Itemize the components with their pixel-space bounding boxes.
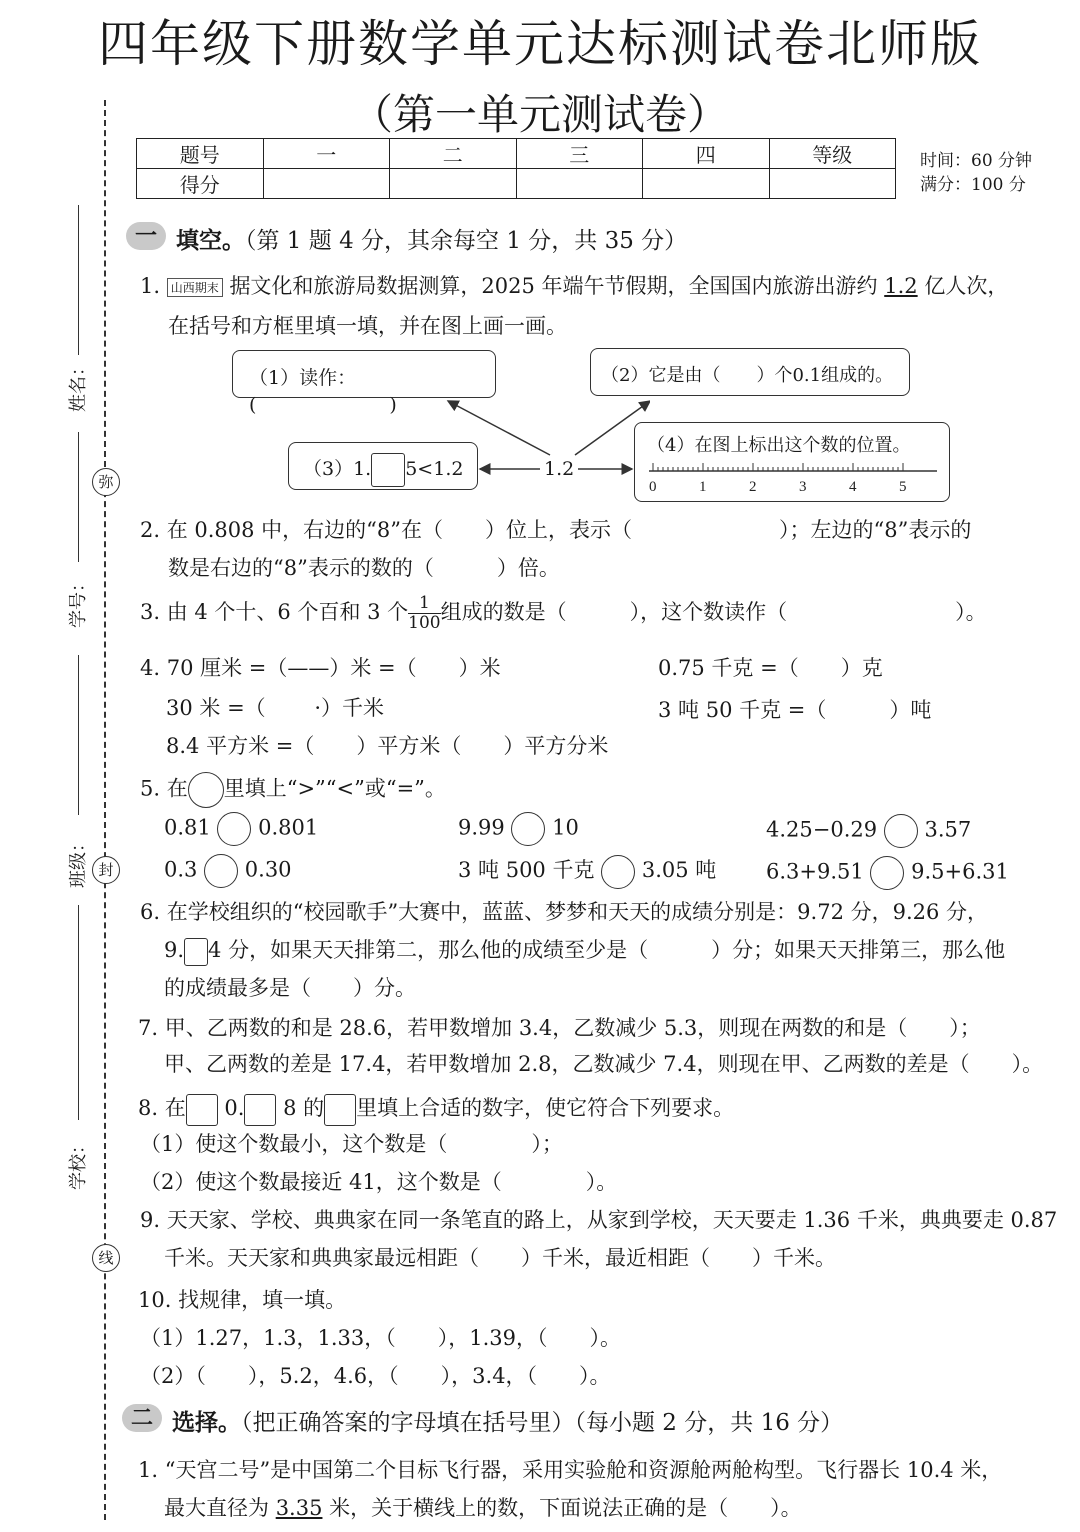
number-line[interactable]	[649, 461, 939, 499]
s2q1-line1: 1. “天宫二号”是中国第二个目标飞行器，采用实验舱和资源舱两舱构型。飞行器长 10.4 米，	[138, 1458, 1003, 1482]
section-2-heading	[172, 1404, 843, 1437]
name-line[interactable]	[78, 205, 79, 355]
name-label: 姓名：	[68, 358, 89, 412]
q5-text-b: 里填上“>”“<”或“=”。	[223, 776, 446, 801]
q1-arrows	[440, 395, 650, 485]
arrow-to-count	[575, 401, 650, 455]
q3-fraction	[408, 594, 440, 633]
q4-b: 0.75 千克 =（ ）克	[658, 656, 883, 680]
feng-mark: 封	[92, 856, 120, 884]
q8-line1	[138, 1092, 734, 1126]
q5-item	[164, 854, 292, 888]
q8-text-b: 0.	[224, 1096, 245, 1120]
student-no-label: 学号：	[68, 574, 89, 628]
score-header-cell: 二	[390, 139, 517, 169]
page-subtitle: （第一单元测试卷）	[350, 90, 729, 139]
q5-answer-circle[interactable]	[217, 812, 251, 846]
q1-source-tag: 山西期末	[167, 278, 223, 297]
q6-text-b: 4 分，如果天天排第二，那么他的成绩至少是（ ）分；如果天天排第三，那么他	[208, 938, 1006, 962]
q5-right: 3.05 吨	[641, 858, 717, 882]
q5-left: 0.3	[164, 857, 198, 882]
section-1-badge: 一	[126, 222, 166, 250]
q3-line	[140, 594, 987, 633]
score-cell[interactable]	[390, 169, 517, 199]
q5-answer-circle[interactable]	[884, 814, 918, 848]
q1-box3-a: （3）1.	[303, 458, 372, 480]
q1-number: 1.	[140, 274, 161, 298]
score-header-cell: 题号	[137, 139, 264, 169]
q5-item	[458, 812, 579, 846]
q5-item	[458, 854, 716, 889]
q5-answer-circle[interactable]	[870, 856, 904, 890]
q6-line1: 6. 在学校组织的“校园歌手”大赛中，蓝蓝、梦梦和天天的成绩分别是：9.72 分，9.26 分，	[140, 900, 989, 924]
q5-left: 0.81	[164, 815, 211, 840]
school-label: 学校：	[68, 1136, 89, 1190]
time-limit: 时间：60 分钟	[920, 151, 1033, 171]
q7-line1: 7. 甲、乙两数的和是 28.6，若甲数增加 3.4，乙数减少 5.3，则现在两数的和是（ ）；	[138, 1016, 981, 1040]
s2q1-highlight: 3.35	[275, 1496, 323, 1520]
q7-line2: 甲、乙两数的差是 17.4，若甲数增加 2.8，乙数减少 7.4，则现在甲、乙两数的差是（ ）。	[164, 1052, 1044, 1076]
q6-line2	[164, 934, 1005, 966]
q4-a: 4. 70 厘米 =（——）米 =（ ）米	[140, 656, 501, 680]
q5-left: 6.3+9.51	[766, 859, 864, 884]
q1-center-number: 1.2	[544, 458, 575, 480]
q10-line1: 10. 找规律，填一填。	[138, 1288, 347, 1312]
score-table	[136, 138, 896, 199]
q8-sub1: （1）使这个数最小，这个数是（ ）；	[140, 1132, 563, 1156]
full-score: 满分：100 分	[920, 175, 1026, 195]
score-row	[137, 169, 896, 199]
score-cell[interactable]	[769, 169, 896, 199]
q1-blank-box[interactable]	[371, 453, 405, 487]
s2q1-line2	[164, 1492, 802, 1522]
q8-text-d: 里填上合适的数字，使它符合下列要求。	[356, 1096, 735, 1120]
section-2-badge: 二	[122, 1404, 162, 1432]
q1-box-count[interactable]: （2）它是由（ ）个0.1组成的。	[590, 348, 910, 396]
q1-highlight: 1.2	[884, 274, 918, 298]
section-1-title: 填空。	[176, 227, 245, 254]
s2q1-text-a: 最大直径为	[164, 1496, 276, 1520]
number-line-label: 2	[749, 479, 757, 495]
q3-text-a: 3. 由 4 个十、6 个百和 3 个	[140, 600, 409, 624]
student-no-line[interactable]	[78, 432, 79, 562]
score-cell[interactable]	[516, 169, 643, 199]
q5-instruction	[140, 772, 446, 808]
score-header-cell: 一	[263, 139, 390, 169]
q1-text-b: 亿人次，	[917, 274, 1009, 298]
q2-line2: 数是右边的“8”表示的数的（ ）倍。	[168, 556, 560, 580]
section-2-title: 选择。	[172, 1409, 241, 1436]
score-cell[interactable]	[643, 169, 770, 199]
q5-answer-circle[interactable]	[601, 855, 635, 889]
q5-right: 0.801	[258, 815, 319, 840]
q3-numerator: 1	[418, 593, 430, 613]
q3-text-b: 组成的数是（ ），这个数读作（ ）。	[440, 600, 987, 624]
mi-mark: 弥	[92, 468, 120, 496]
section-2-note: （把正确答案的字母填在括号里）（每小题 2 分，共 16 分）	[241, 1410, 844, 1436]
q1-box3-b: 5<1.2	[405, 458, 464, 480]
number-line-label: 3	[799, 479, 807, 495]
q8-box-1[interactable]	[186, 1094, 218, 1126]
score-header-cell: 三	[516, 139, 643, 169]
q4-e: 8.4 平方米 =（ ）平方米（ ）平方分米	[166, 734, 609, 758]
score-header-cell: 四	[643, 139, 770, 169]
number-line-label: 5	[899, 479, 907, 495]
q1-box-read[interactable]: （1）读作：( )	[232, 350, 496, 398]
school-line[interactable]	[78, 905, 79, 1120]
score-row-label: 得分	[137, 169, 264, 199]
arrow-to-read	[448, 401, 550, 455]
page-title: 四年级下册数学单元达标测试卷北师版	[98, 15, 982, 73]
class-line[interactable]	[78, 655, 79, 815]
q5-sample-circle	[188, 772, 224, 808]
q5-item	[766, 814, 971, 848]
q9-line2: 千米。天天家和典典家最远相距（ ）千米，最近相距（ ）千米。	[164, 1246, 836, 1270]
q5-item	[766, 856, 1009, 890]
q1-line1	[140, 270, 1008, 300]
s2q1-text-b: 米，关于横线上的数，下面说法正确的是（ ）。	[322, 1496, 802, 1520]
section-1-heading	[176, 222, 687, 255]
q5-left: 4.25−0.29	[766, 817, 878, 842]
q8-text-a: 8. 在	[138, 1096, 186, 1120]
q5-left: 3 吨 500 千克	[458, 858, 595, 882]
q1-text-a: 据文化和旅游局数据测算，2025 年端午节假期，全国国内旅游出游约	[229, 274, 885, 298]
q2-line1: 2. 在 0.808 中，右边的“8”在（ ）位上，表示（ ）；左边的“8”表示的	[140, 518, 972, 542]
q5-text-a: 5. 在	[140, 776, 188, 801]
number-line-label: 4	[849, 479, 857, 495]
number-line-label: 1	[699, 479, 707, 495]
q5-answer-circle[interactable]	[511, 812, 545, 846]
q5-right: 10	[552, 815, 579, 840]
section-1-note: （第 1 题 4 分，其余每空 1 分，共 35 分）	[245, 228, 688, 254]
q5-right: 9.5+6.31	[911, 859, 1009, 884]
q1-box-numberline	[634, 422, 950, 502]
q6-text-a: 9.	[164, 938, 185, 962]
q10-sub2: （2）（ ），5.2，4.6，（ ），3.4，（ ）。	[140, 1364, 611, 1388]
q1-line2: 在括号和方框里填一填，并在图上画一画。	[168, 314, 567, 338]
q10-sub1: （1）1.27，1.3，1.33，（ ），1.39，（ ）。	[140, 1326, 622, 1350]
q5-right: 3.57	[924, 817, 972, 842]
q5-left: 9.99	[458, 815, 505, 840]
q4-d: 3 吨 50 千克 =（ ）吨	[658, 698, 932, 722]
q3-denominator: 100	[408, 613, 441, 633]
xian-mark: 线	[92, 1244, 120, 1272]
q8-sub2: （2）使这个数最接近 41，这个数是（ ）。	[140, 1170, 618, 1194]
number-line-label: 0	[649, 479, 657, 495]
q8-text-c: 8 的	[283, 1096, 325, 1120]
q6-digit-box[interactable]	[184, 938, 208, 966]
q8-box-2[interactable]	[244, 1094, 276, 1126]
score-header-row	[137, 139, 896, 169]
q5-answer-circle[interactable]	[204, 854, 238, 888]
q8-box-3[interactable]	[324, 1094, 356, 1126]
q9-line1: 9. 天天家、学校、典典家在同一条笔直的路上，从家到学校，天天要走 1.36 千米，典典要走 0.87	[140, 1208, 1058, 1232]
q1-box4-text: （4）在图上标出这个数的位置。	[647, 435, 911, 456]
score-cell[interactable]	[263, 169, 390, 199]
q4-c: 30 米 =（ ·）千米	[166, 696, 385, 720]
score-header-cell: 等级	[769, 139, 896, 169]
binding-dashed-line	[104, 100, 106, 1520]
q5-item	[164, 812, 318, 846]
class-label: 班级：	[68, 834, 89, 888]
q5-right: 0.30	[244, 857, 292, 882]
q6-line3: 的成绩最多是（ ）分。	[164, 976, 416, 1000]
